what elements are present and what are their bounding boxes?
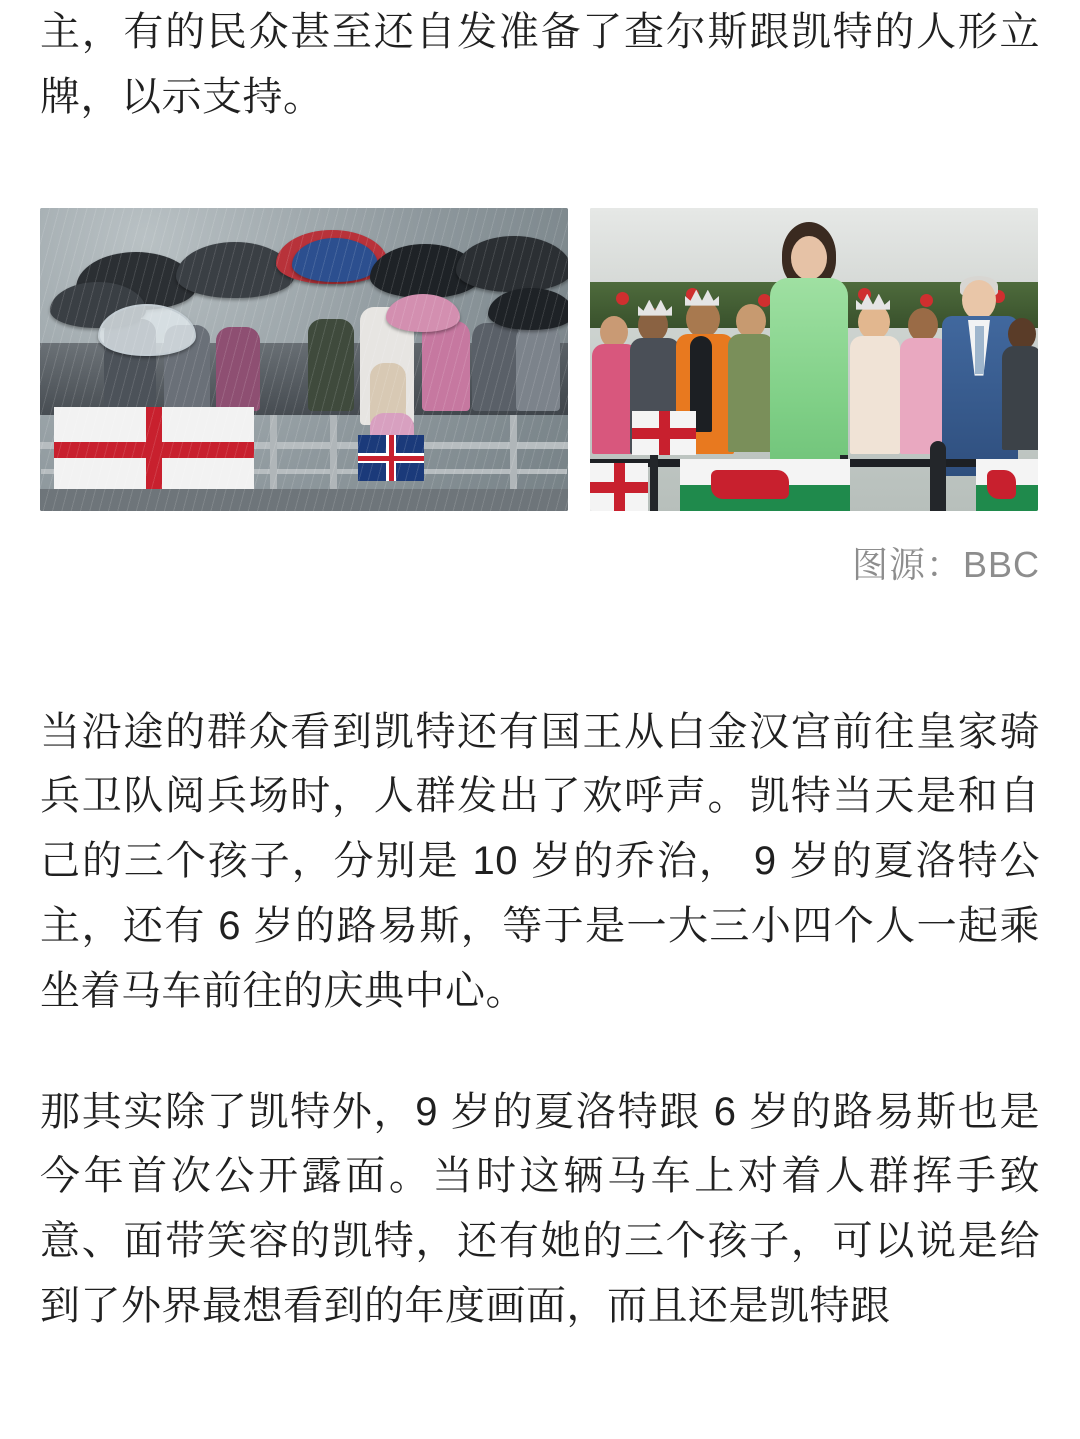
paragraph-top-clipped: 主，有的民众甚至还自发准备了查尔斯跟凯特的人形立牌，以示支持。 xyxy=(40,10,1040,119)
barrier-post xyxy=(510,415,517,491)
figure-caption: 图源：BBC xyxy=(851,543,1040,585)
paragraph-3: 那其实除了凯特外，9 岁的夏洛特跟 6 岁的路易斯也是今年首次公开露面。当时这辆马车上对着人群挥手致意、面带笑容的凯特，还有她的三个孩子，可以说是给到了外界最想看到的年度画面，而且还是凯特跟 xyxy=(40,1089,1040,1328)
person-silhouette xyxy=(516,325,560,411)
barrier-post xyxy=(330,415,337,491)
person-silhouette xyxy=(422,321,470,411)
king-tie xyxy=(975,326,984,374)
person-silhouette xyxy=(472,323,520,411)
flag-cross-vertical xyxy=(389,435,394,481)
northern-ireland-flag xyxy=(54,407,254,493)
wales-flag xyxy=(976,459,1038,511)
person-silhouette xyxy=(308,319,354,411)
paragraph-2: 当沿途的群众看到凯特还有国王从白金汉宫前往皇家骑兵卫队阅兵场时，人群发出了欢呼声。凯特当天是和自己的三个孩子，分别是 10 岁的乔治， 9 岁的夏洛特公主，还有 6 岁的路易斯，等于是一大三小四个人一起乘坐着马车前往的庆典中心。 xyxy=(40,709,1040,1013)
king-head xyxy=(962,280,996,320)
person-head xyxy=(908,308,938,342)
spacer xyxy=(40,644,1040,700)
barrier-post xyxy=(650,455,658,511)
figure-block xyxy=(40,208,1040,588)
person-torso xyxy=(850,336,900,454)
flower-icon xyxy=(920,294,933,307)
spacer xyxy=(40,588,1040,644)
person-head xyxy=(1008,318,1036,350)
union-jack-flag xyxy=(358,435,424,481)
person-torso xyxy=(1002,346,1038,450)
barrier-post xyxy=(270,415,277,491)
figure-row xyxy=(40,208,1040,511)
kate-cutout-crowd-photo xyxy=(590,208,1038,511)
wales-flag xyxy=(680,459,850,511)
ground-strip xyxy=(40,489,568,511)
welsh-dragon-icon xyxy=(987,470,1016,499)
welsh-dragon-icon xyxy=(711,470,789,499)
person-head xyxy=(600,316,628,348)
flower-icon xyxy=(616,292,629,305)
spacer xyxy=(40,1024,1040,1080)
barrier-post xyxy=(930,441,946,511)
rainy-crowd-photo xyxy=(40,208,568,511)
england-flag xyxy=(590,463,648,511)
kate-cardboard-cutout xyxy=(766,222,852,490)
cutout-face xyxy=(791,236,827,280)
person-silhouette xyxy=(216,327,260,411)
person-head xyxy=(736,304,766,338)
england-flag xyxy=(632,411,696,455)
